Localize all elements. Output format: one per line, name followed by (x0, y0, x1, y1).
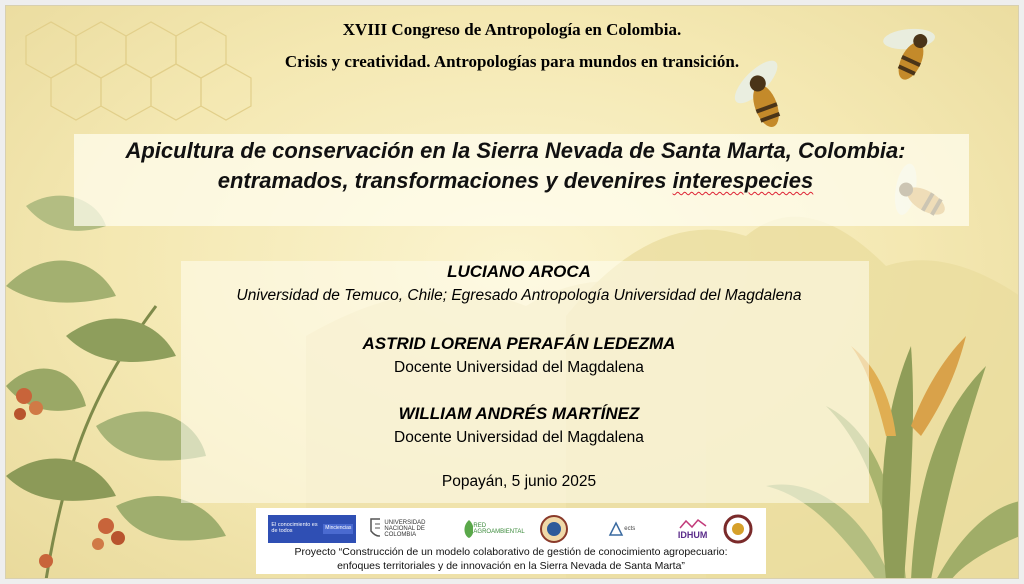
universidad-nacional-logo (369, 515, 449, 543)
idhum-network-icon (678, 518, 708, 530)
unal-logo-text: UNIVERSIDAD NACIONAL DE COLOMBIA (384, 519, 426, 539)
spellcheck-flagged-word: interespecies (672, 168, 814, 193)
sponsor-logos-row (256, 512, 766, 546)
agroambiental-logo-text: RED AGROAMBIENTAL (473, 522, 525, 535)
congress-title: XVIII Congreso de Antropología en Colombia. (342, 20, 682, 39)
author-affiliation: Docente Universidad del Magdalena (394, 429, 644, 446)
title-line-2-prefix: entramados, transformaciones y devenires (217, 168, 673, 193)
presentation-title-line-2 (68, 168, 963, 194)
seal-icon (539, 514, 569, 544)
author-affiliation: Docente Universidad del Magdalena (394, 359, 644, 376)
congress-theme: Crisis y creatividad. Antropologías para mundos en transición. (284, 52, 740, 71)
ects-logo-text: ects (624, 526, 636, 532)
round-emblem-logo (723, 515, 753, 543)
university-seal-logo (539, 515, 569, 543)
ects-mark-icon (608, 521, 624, 537)
emblem-icon (723, 514, 753, 544)
ects-logo (582, 515, 662, 543)
author-name: ASTRID LORENA PERAFÁN LEDEZMA (362, 334, 676, 353)
colombia-government-logo (268, 515, 356, 543)
gov-logo-text: El conocimiento es de todos (271, 522, 318, 534)
place-and-date: Popayán, 5 junio 2025 (441, 473, 597, 490)
author-affiliation: Universidad de Temuco, Chile; Egresado Antropología Universidad del Magdalena (236, 287, 802, 304)
project-caption-line-2: enfoques territoriales y de innovación en la Sierra Nevada de Santa Marta” (337, 560, 685, 572)
idhum-logo (675, 515, 711, 543)
presentation-title-line-1: Apicultura de conservación en la Sierra Nevada de Santa Marta, Colombia: (125, 138, 906, 163)
idhum-logo-text: IDHUM (677, 530, 708, 540)
sponsor-footer (256, 508, 766, 574)
minciencias-logo-text: Minciencias (323, 524, 353, 533)
project-caption-line-1: Proyecto “Construcción de un modelo colaborativo de gestión de conocimiento agropecuario: (294, 546, 728, 558)
leaf-icon (462, 518, 473, 540)
red-agroambiental-logo (462, 515, 526, 543)
author-name: LUCIANO AROCA (447, 262, 591, 281)
author-name: WILLIAM ANDRÉS MARTÍNEZ (398, 404, 640, 423)
unal-shield-icon (369, 517, 380, 541)
